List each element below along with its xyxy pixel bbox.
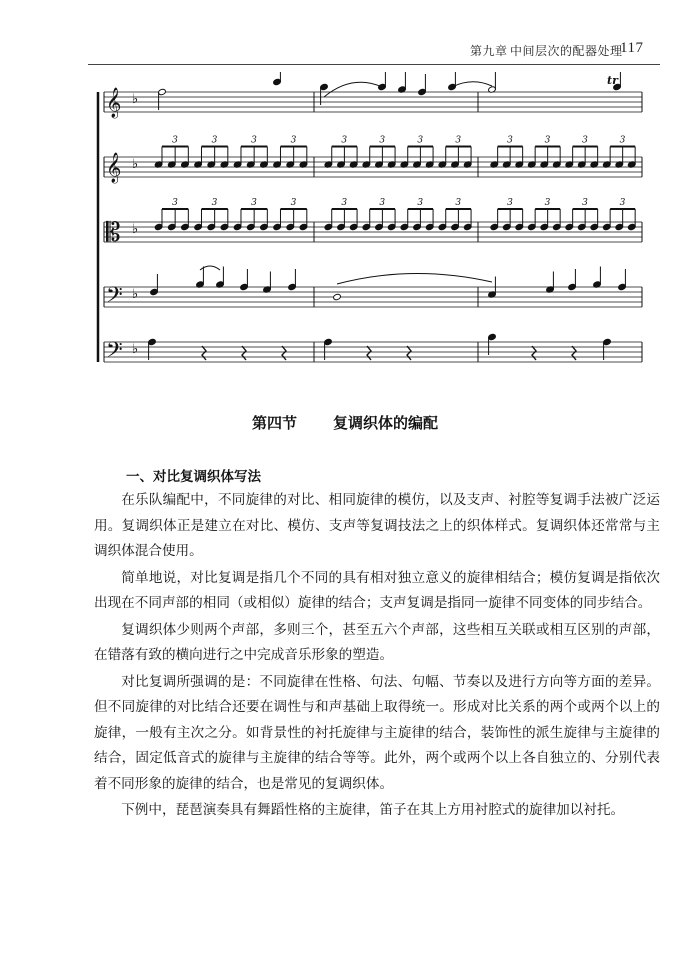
rest-icon xyxy=(572,346,576,360)
key-signature-icon: ♭ xyxy=(132,92,139,107)
triplet-mark: 3 xyxy=(619,135,626,146)
triplet-mark: 3 xyxy=(211,198,218,208)
paragraph: 简单地说，对比复调是指几个不同的具有相对独立意义的旋律相结合；模仿复调是指依次出现在不同声部的相同（或相似）旋律的结合；支声复调是指同一旋律不同变体的同步结合。 xyxy=(94,569,660,611)
triplet-mark: 3 xyxy=(290,135,297,146)
note-head xyxy=(333,293,342,300)
triplet-mark: 3 xyxy=(417,135,424,146)
triplet-mark: 3 xyxy=(341,135,348,146)
rest-icon xyxy=(282,346,286,360)
page-number: 117 xyxy=(620,40,644,56)
paragraph: 复调织体少则两个声部，多则三个，甚至五六个声部，这些相互关联或相互区别的声部，在错落有致的横向进行之中完成音乐形象的塑造。 xyxy=(94,621,660,663)
trill-mark: tr xyxy=(607,74,618,87)
triplet-mark: 3 xyxy=(379,198,386,208)
running-header xyxy=(470,40,660,60)
triplet-mark: 3 xyxy=(341,198,348,208)
triplet-mark: 3 xyxy=(172,198,178,208)
triplet-mark: 3 xyxy=(455,198,462,208)
chapter-title: 中间层次的配器处理 xyxy=(510,44,623,58)
music-score xyxy=(92,72,652,377)
clef-icon: 𝄞 xyxy=(106,153,122,183)
clef-icon: 𝄡 xyxy=(106,218,121,248)
triplet-mark: 3 xyxy=(251,198,257,208)
triplet-mark: 3 xyxy=(379,135,386,146)
section-number: 第四节 xyxy=(251,414,297,432)
slur xyxy=(452,82,492,87)
body-text xyxy=(94,488,660,825)
triplet-mark: 3 xyxy=(290,198,297,208)
triplet-mark: 3 xyxy=(582,198,588,208)
header-rule xyxy=(88,64,660,65)
triplet-mark: 3 xyxy=(582,135,588,146)
triplet-mark: 3 xyxy=(211,135,218,146)
rest-icon xyxy=(367,346,371,360)
slur xyxy=(324,82,382,97)
rest-icon xyxy=(407,346,411,360)
chapter-label: 第九章 xyxy=(470,44,508,58)
clef-icon: 𝄢 xyxy=(106,283,123,313)
triplet-mark: 3 xyxy=(619,198,626,208)
section-title: 复调织体的编配 xyxy=(333,414,439,432)
triplet-mark: 3 xyxy=(455,135,462,146)
key-signature-icon: ♭ xyxy=(132,287,139,302)
triplet-mark: 3 xyxy=(507,135,513,146)
key-signature-icon: ♭ xyxy=(132,222,139,237)
paragraph: 下例中，琵琶演奏具有舞蹈性格的主旋律，笛子在其上方用衬腔式的旋律加以衬托。 xyxy=(121,802,625,818)
paragraph: 对比复调所强调的是：不同旋律在性格、句法、句幅、节奏以及进行方向等方面的差异。但不同旋律的对比结合还要在调性与和声基础上取得统一。形成对比关系的两个或两个以上的旋律，一般有主次之分。如背景性的衬托旋律与主旋律的结合，装饰性的派生旋律与主旋律的结合，固定低音式的旋律与主旋律的结合等等。此外，两个或两个以上各自独立的、分别代表着不同形象的旋律的结合，也是常见的复调织体。 xyxy=(94,673,660,792)
rest-icon xyxy=(532,346,536,360)
triplet-mark: 3 xyxy=(507,198,513,208)
triplet-mark: 3 xyxy=(417,198,424,208)
clef-icon: 𝄞 xyxy=(106,88,122,118)
triplet-mark: 3 xyxy=(544,198,551,208)
key-signature-icon: ♭ xyxy=(132,342,139,357)
clef-icon: 𝄢 xyxy=(106,338,123,368)
key-signature-icon: ♭ xyxy=(132,157,139,172)
triplet-mark: 3 xyxy=(544,135,551,146)
rest-icon xyxy=(202,346,206,360)
subheading: 一、对比复调织体写法 xyxy=(126,469,261,485)
rest-icon xyxy=(242,346,246,360)
triplet-mark: 3 xyxy=(251,135,257,146)
paragraph: 在乐队编配中，不同旋律的对比、相同旋律的模仿，以及支声、衬腔等复调手法被广泛运用。复调织体正是建立在对比、模仿、支声等复调技法之上的织体样式。复调织体还常常与主调织体混合使用。 xyxy=(94,492,660,559)
section-heading xyxy=(0,412,690,433)
slur xyxy=(337,273,492,284)
triplet-mark: 3 xyxy=(172,135,178,146)
